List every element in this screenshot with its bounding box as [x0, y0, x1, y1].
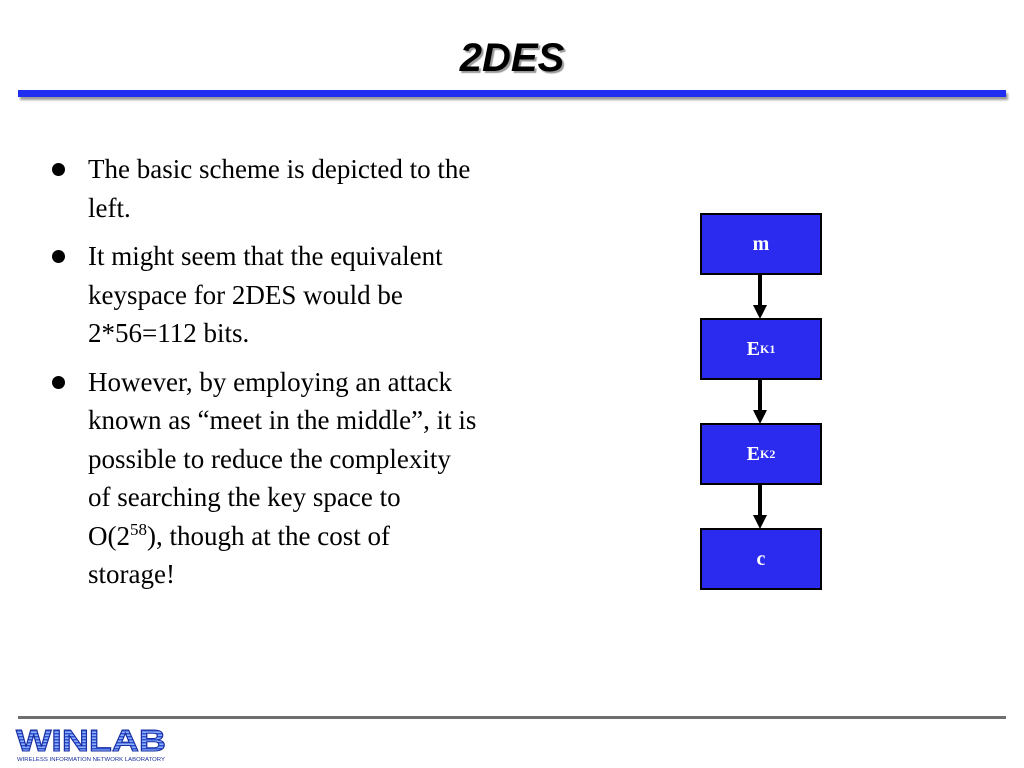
bullet-list — [48, 150, 478, 604]
winlab-logo — [14, 724, 169, 764]
bullet-item — [48, 237, 478, 353]
bullet-text: It might seem that the equivalent keyspace for 2DES would be 2*56=112 bits. — [88, 241, 443, 348]
node-label: E — [746, 337, 760, 360]
bullet-text-part: ), though at the cost of storage! — [88, 520, 390, 589]
footer-divider — [18, 716, 1006, 719]
bullet-text-part: However, by employing an attack known as “meet in the middle”, it is possible to reduce the complexity of searching the key space to O(2 — [88, 366, 477, 551]
slide-title: 2DES — [459, 36, 565, 80]
arrow-down-icon — [752, 483, 768, 529]
node-subscript: K2 — [760, 446, 776, 461]
arrow-down-icon — [752, 273, 768, 319]
bullet-text: The basic scheme is depicted to the left. — [88, 154, 471, 223]
node-label: c — [756, 547, 766, 570]
bullet-dot-icon — [52, 163, 65, 176]
bullet-dot-icon — [52, 250, 65, 263]
logo-subtext: WIRELESS INFORMATION NETWORK LABORATORY — [17, 757, 166, 763]
bullet-dot-icon — [52, 376, 65, 389]
diagram-node-ek2 — [700, 423, 822, 485]
diagram-node-ek1 — [700, 318, 822, 380]
arrow-down-icon — [752, 378, 768, 424]
node-label: E — [746, 442, 760, 465]
bullet-item — [48, 363, 478, 594]
logo-text: WINLAB — [16, 724, 166, 758]
node-label: m — [752, 232, 770, 255]
diagram-node-m — [700, 213, 822, 275]
diagram-node-c — [700, 528, 822, 590]
title-underline — [18, 90, 1006, 97]
bullet-superscript: 58 — [130, 519, 147, 539]
bullet-item — [48, 150, 478, 227]
node-subscript: K1 — [760, 341, 776, 356]
